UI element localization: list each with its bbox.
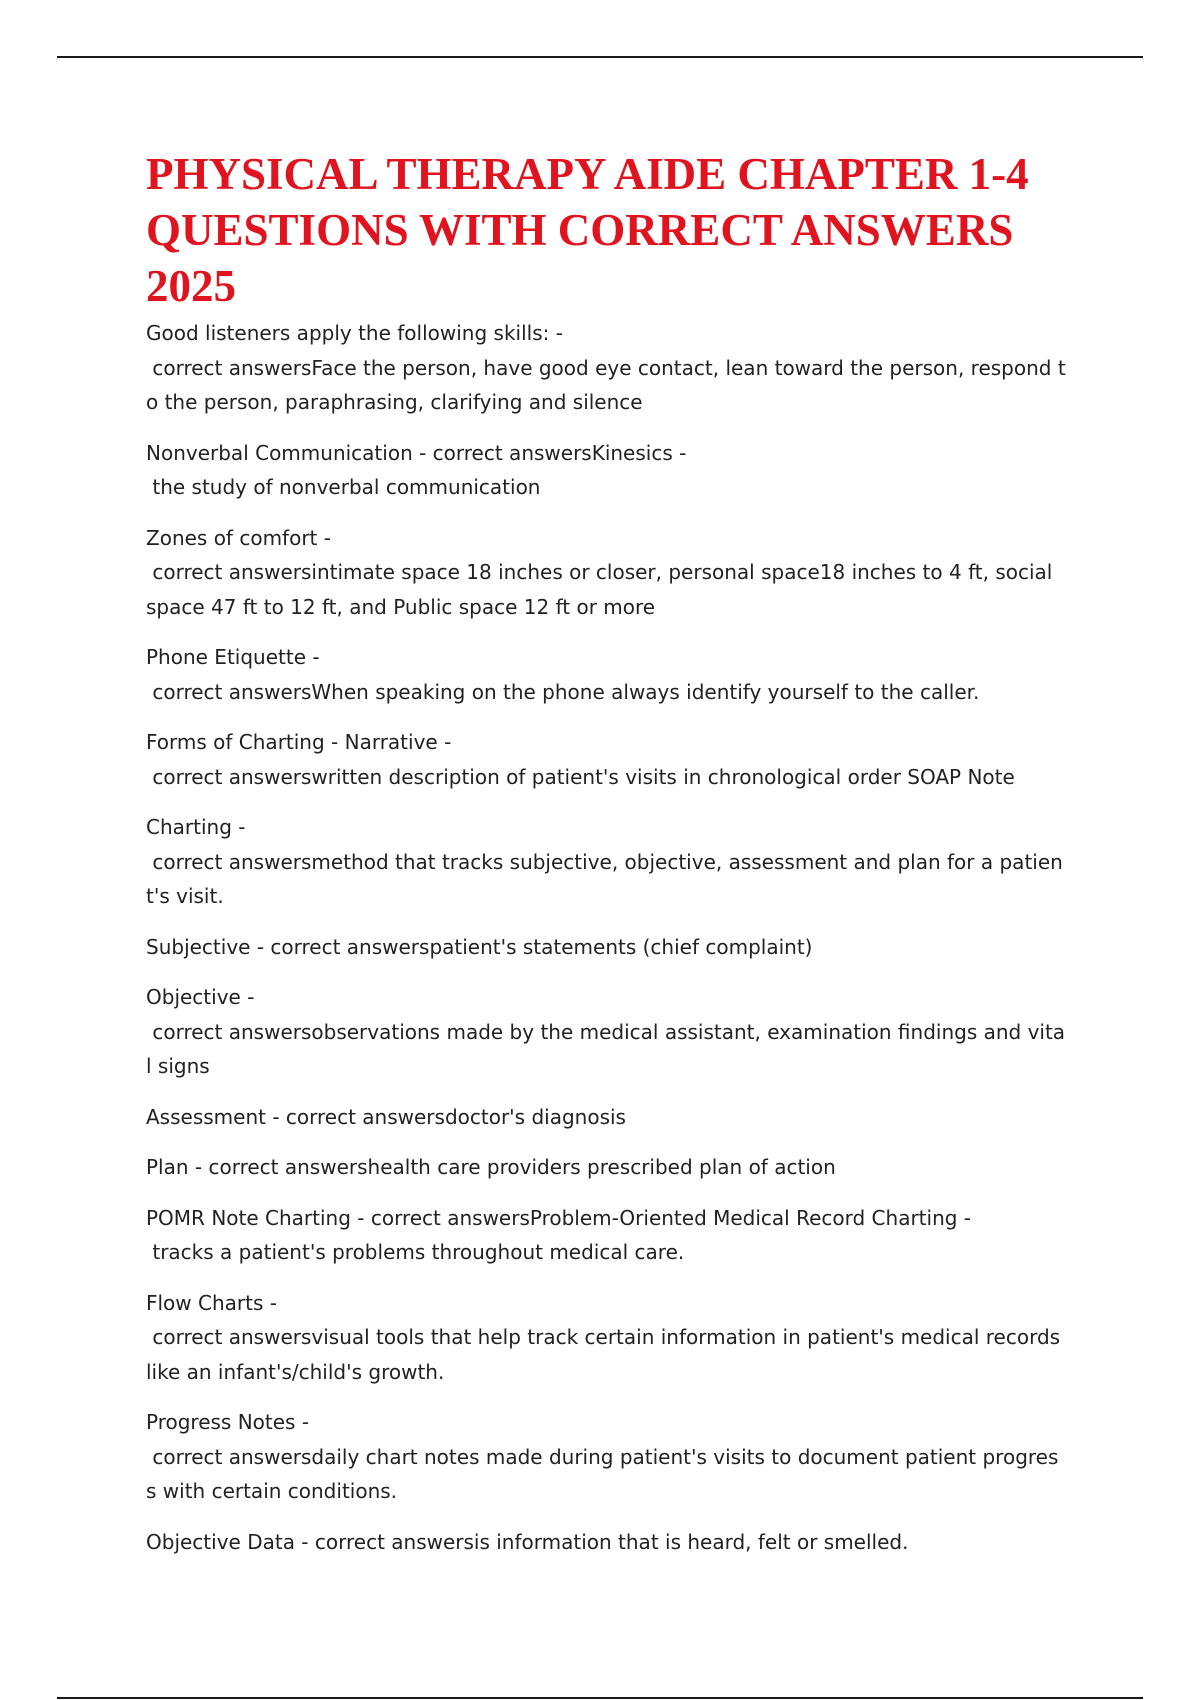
qa-question: Objective -: [146, 985, 255, 1009]
qa-answer: correct answersvisual tools that help track certain information in patient's medical records like an infant's/child's growth.: [146, 1325, 1067, 1384]
qa-item: [146, 930, 1066, 965]
bottom-divider: [57, 1697, 1143, 1699]
qa-question: Phone Etiquette -: [146, 645, 320, 669]
qa-item: [146, 725, 1066, 794]
top-divider: [57, 56, 1143, 58]
qa-item: [146, 1100, 1066, 1135]
qa-item: [146, 316, 1066, 420]
qa-question: Forms of Charting - Narrative -: [146, 730, 452, 754]
qa-question: Zones of comfort -: [146, 525, 331, 550]
qa-answer: correct answerswritten description of patient's visits in chronological order SOAP Note: [146, 764, 1015, 789]
qa-item: [146, 1405, 1066, 1509]
qa-question: Progress Notes -: [146, 1410, 310, 1434]
qa-answer: correct answersWhen speaking on the phone always identify yourself to the caller.: [146, 679, 980, 704]
qa-item: [146, 1150, 1066, 1185]
qa-answer: correct answersdaily chart notes made during patient's visits to document patient progress with certain conditions.: [146, 1444, 1059, 1503]
qa-answer: correct answersmethod that tracks subjective, objective, assessment and plan for a patient's visit.: [146, 849, 1063, 908]
qa-question: Nonverbal Communication - correct answersKinesics -: [146, 440, 687, 465]
qa-question: Plan - correct answershealth care providers prescribed plan of action: [146, 1155, 836, 1179]
qa-answer: correct answersFace the person, have good eye contact, lean toward the person, respond to the person, paraphrasing, clarifying and silence: [146, 355, 1066, 414]
qa-item: [146, 436, 1066, 505]
qa-item: [146, 1201, 1066, 1270]
qa-item: [146, 640, 1066, 709]
qa-question: Subjective - correct answerspatient's statements (chief complaint): [146, 934, 813, 959]
qa-answer: the study of nonverbal communication: [146, 475, 541, 499]
qa-item: [146, 980, 1066, 1084]
qa-answer: correct answersobservations made by the medical assistant, examination findings and vital signs: [146, 1019, 1066, 1078]
qa-answer: correct answersintimate space 18 inches or closer, personal space18 inches to 4 ft, social space 47 ft to 12 ft, and Public space 12 ft or more: [146, 560, 1059, 619]
qa-item: [146, 810, 1066, 914]
qa-question: POMR Note Charting - correct answersProblem-Oriented Medical Record Charting -: [146, 1205, 972, 1230]
qa-question: Good listeners apply the following skills: -: [146, 321, 563, 345]
qa-question: Objective Data - correct answersis information that is heard, felt or smelled.: [146, 1529, 909, 1554]
qa-answer: tracks a patient's problems throughout medical care.: [146, 1240, 685, 1264]
qa-question: Charting -: [146, 815, 246, 839]
document-body: [146, 146, 1066, 1575]
qa-list: [146, 316, 1066, 1559]
qa-item: [146, 1286, 1066, 1390]
qa-question: Assessment - correct answersdoctor's diagnosis: [146, 1104, 626, 1129]
document-title: PHYSICAL THERAPY AIDE CHAPTER 1-4 QUESTIONS WITH CORRECT ANSWERS 2025: [146, 149, 1029, 311]
qa-item: [146, 1525, 1066, 1560]
qa-question: Flow Charts -: [146, 1290, 277, 1315]
qa-item: [146, 521, 1066, 625]
